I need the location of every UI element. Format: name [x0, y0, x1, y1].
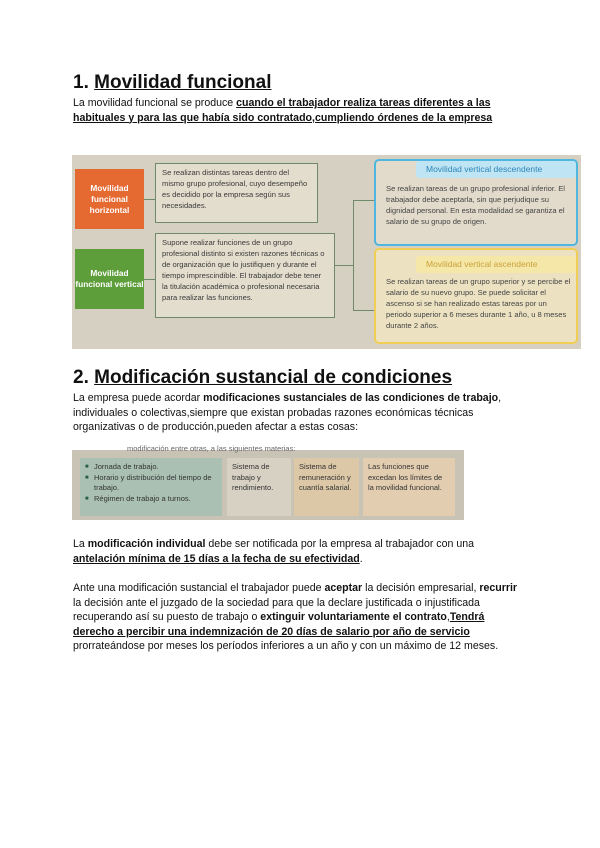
section-1-title: Movilidad funcional — [94, 72, 272, 93]
section-2-paragraph — [73, 391, 528, 435]
ascendente-title: Movilidad vertical ascendente — [416, 256, 576, 273]
section-2-number: 2. — [73, 367, 89, 388]
section-1-number: 1. — [73, 72, 89, 93]
section-1-heading — [73, 72, 271, 94]
para-1-emphasis: cuando el trabajador realiza tareas diferentes a las habituales y para las que había sido contratado,cumpliendo órdenes de la empresa — [73, 97, 493, 124]
label-horizontal: Movilidad funcional horizontal — [75, 169, 144, 229]
section-2-title: Modificación sustancial de condiciones — [94, 367, 453, 388]
descendente-box — [374, 159, 578, 246]
descendente-text: Se realizan tareas de un grupo profesional inferior. El trabajador debe aceptarla, sin que perjudique su dignidad personal. En esta modalidad se garantiza el salario de su grupo de origen. — [386, 184, 565, 226]
p4-aceptar: aceptar — [324, 582, 363, 594]
materias-cell-3: Sistema de remuneración y cuantía salarial. — [294, 458, 359, 516]
p4-recurrir: recurrir — [479, 582, 518, 594]
movilidad-funcional-diagram — [72, 155, 581, 349]
p3-bold: modificación individual — [87, 538, 206, 550]
materias-cell-4: Las funciones que excedan los límites de la movilidad funcional. — [363, 458, 455, 516]
para-2-emphasis: modificaciones sustanciales de las condiciones de trabajo — [203, 392, 499, 404]
ascendente-box — [374, 248, 578, 344]
materias-cell-1 — [80, 458, 222, 516]
p4-text-c: la decisión ante el juzgado de la sociedad para que la declare justificada o injustificada recuperando así su puesto de trabajo o — [73, 596, 480, 623]
section-2-heading — [73, 367, 452, 389]
p4-text-e: prorrateándose por meses los períodos inferiores a un año y con un máximo de 12 meses. — [73, 640, 499, 652]
vertical-description: Supone realizar funciones de un grupo profesional distinto si existen razones técnicas o de organización que lo justifiquen y durante el tiempo imprescindible. El trabajador debe tener la titulación académica o profesional necesaria para realizar las funciones. — [155, 233, 335, 318]
materias-cell-2: Sistema de trabajo y rendimiento. — [227, 458, 291, 516]
para-2-text-b: , individuales o colectivas,siempre que existan probadas razones económicas técnicas organizativas o de producción,pueden afectar a estas cosas: — [73, 392, 502, 433]
p4-text-b: la decisión empresarial, — [362, 582, 480, 594]
modificacion-individual-paragraph — [73, 537, 528, 566]
label-vertical: Movilidad funcional vertical — [75, 249, 144, 309]
bullet-item: ■ Régimen de trabajo a turnos. — [85, 494, 217, 505]
p4-extinguir: extinguir voluntariamente el contrato — [260, 611, 447, 623]
p4-text-d: , — [446, 611, 450, 623]
connector-h — [144, 199, 155, 200]
bullet-item: ■ Horario y distribución del tiempo de trabajo. — [85, 473, 217, 494]
connector-bracket — [353, 200, 375, 311]
p3-emphasis: antelación mínima de 15 días a la fecha de su efectividad — [73, 552, 360, 565]
figure-2-top-text: modificación entre otras, a las siguientes materias: — [127, 444, 296, 453]
para-2-text-a: La empresa puede acordar — [73, 392, 204, 404]
descendente-title: Movilidad vertical descendente — [416, 161, 576, 178]
p4-indemnizacion: Tendrá derecho a percibir una indemnización de 20 días de salario por año de servicio — [73, 611, 485, 638]
para-1-text: La movilidad funcional se produce — [73, 97, 237, 109]
section-1-paragraph — [73, 96, 528, 125]
p4-text-a: Ante una modificación sustancial el trabajador puede — [73, 582, 325, 594]
materias-table-image — [72, 444, 464, 520]
opciones-trabajador-paragraph — [73, 581, 528, 654]
p3-text-a: La — [73, 538, 88, 550]
connector-v — [144, 279, 155, 280]
p3-text-c: . — [359, 552, 363, 565]
horizontal-description: Se realizan distintas tareas dentro del mismo grupo profesional, cuyo desempeño es decidido por la empresa según sus necesidades. — [155, 163, 318, 223]
p3-text-b: debe ser notificada por la empresa al trabajador con una — [205, 538, 475, 550]
connector-branch — [335, 265, 353, 266]
ascendente-text: Se realizan tareas de un grupo superior y se percibe el salario de su nuevo grupo. Se puede solicitar el ascenso si se han realizado estas tareas por un periodo superior a 6 meses durante 1 año, u 8 meses durante 2 años. — [386, 277, 571, 330]
bullet-item: ■ Jornada de trabajo. — [85, 462, 217, 473]
